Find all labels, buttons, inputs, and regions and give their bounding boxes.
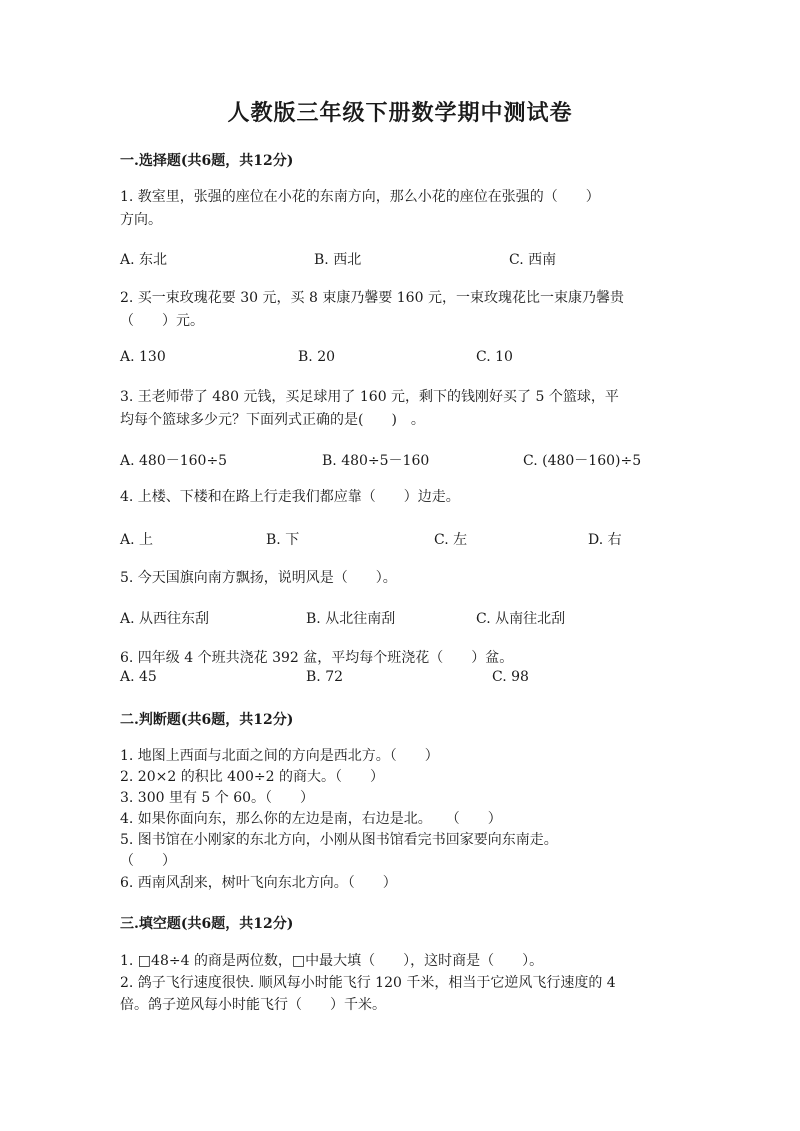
question-judge-6: 6. 西南风刮来，树叶飞向东北方向。（ ） [120,875,397,891]
option-b: B. 480÷5－160 [322,453,430,469]
question-judge-5-blank: （ ） [120,853,176,869]
question-choice-3 [120,386,680,432]
question-stem: 5. 今天国旗向南方飘扬，说明风是（ ）。 [120,570,397,586]
question-fill-1: 1. □48÷4 的商是两位数，□中最大填（ ），这时商是（ ）。 [120,953,544,969]
option-a: A. 45 [120,669,157,685]
question-judge-2: 2. 20×2 的积比 400÷2 的商大。（ ） [120,769,384,785]
options-choice-2 [120,349,680,369]
options-choice-5 [120,608,680,628]
question-judge-1: 1. 地图上西面与北面之间的方向是西北方。（ ） [120,748,439,764]
option-b: B. 西北 [314,252,362,268]
option-c: C. 10 [476,349,513,365]
option-c: C. 西南 [509,252,557,268]
option-c: C. 98 [492,669,529,685]
question-stem: 3. 王老师带了 480 元钱，买足球用了 160 元，剩下的钱刚好买了 5 个篮球，平 [120,389,619,405]
option-b: B. 下 [266,532,300,548]
options-choice-1 [120,249,680,269]
options-choice-3 [120,450,680,470]
question-judge-5: 5. 图书馆在小刚家的东北方向，小刚从图书馆看完书回家要向东南走。 [120,832,558,848]
question-judge-3: 3. 300 里有 5 个 60。（ ） [120,790,315,806]
question-choice-2 [120,287,680,333]
question-judge-4: 4. 如果你面向东，那么你的左边是南，右边是北。 （ ） [120,811,502,827]
question-choice-1 [120,186,680,232]
option-a: A. 480－160÷5 [120,453,228,469]
question-fill-2: 2. 鸽子飞行速度很快. 顺风每小时能飞行 120 千米，相当于它逆风飞行速度的 4 [120,975,616,991]
question-stem: 2. 买一束玫瑰花要 30 元，买 8 束康乃馨要 160 元，一束玫瑰花比一束康乃馨贵 [120,290,624,306]
option-a: A. 130 [120,349,166,365]
option-b: B. 20 [298,349,336,365]
options-choice-4 [120,529,680,549]
option-d: D. 右 [588,532,622,548]
option-a: A. 从西往东刮 [120,611,210,627]
option-c: C. 从南往北刮 [476,611,566,627]
question-fill-2-cont: 倍。鸽子逆风每小时能飞行（ ）千米。 [120,997,386,1013]
question-stem: 方向。 [120,212,162,228]
option-c: C. (480－160)÷5 [523,453,642,469]
question-stem: 4. 上楼、下楼和在路上行走我们都应靠（ ）边走。 [120,489,460,505]
options-choice-6 [120,669,680,689]
question-choice-4 [120,486,680,509]
question-stem: 均每个篮球多少元？下面列式正确的是( ) 。 [120,412,425,428]
page-title: 人教版三年级下册数学期中测试卷 [227,100,573,126]
question-choice-6 [120,647,680,670]
option-b: B. 72 [306,669,344,685]
question-stem: 6. 四年级 4 个班共浇花 392 盆，平均每个班浇花（ ）盆。 [120,650,514,666]
option-a: A. 东北 [120,252,168,268]
section-heading-fill: 三.填空题(共6题，共12分) [120,916,294,932]
section-heading-choice: 一.选择题(共6题，共12分) [120,153,294,169]
section-heading-judge: 二.判断题(共6题，共12分) [120,712,294,728]
question-stem: （ ）元。 [120,313,204,329]
option-a: A. 上 [120,532,154,548]
question-choice-5 [120,567,680,590]
option-c: C. 左 [434,532,468,548]
question-stem: 1. 教室里，张强的座位在小花的东南方向，那么小花的座位在张强的（ ） [120,189,600,205]
option-b: B. 从北往南刮 [306,611,396,627]
